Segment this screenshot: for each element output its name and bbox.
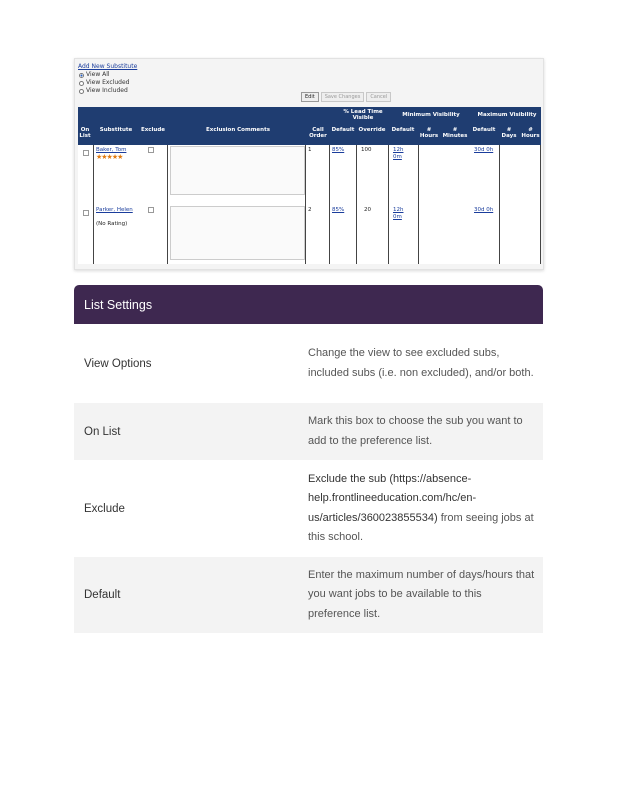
save-changes-button[interactable]: Save Changes xyxy=(321,92,365,102)
list-settings-title: List Settings xyxy=(74,285,543,324)
view-excluded-radio[interactable]: View Excluded xyxy=(79,79,129,87)
exclude-checkbox[interactable] xyxy=(148,147,154,153)
preference-list-screenshot xyxy=(74,58,544,270)
setting-description: Mark this box to choose the sub you want to add to the preference list. xyxy=(308,415,523,447)
max-default-link[interactable]: 30d 0h xyxy=(474,207,494,213)
view-included-radio[interactable]: View Included xyxy=(79,87,129,95)
on-list-checkbox[interactable] xyxy=(83,210,89,216)
lead-default-link[interactable]: 85% xyxy=(332,207,345,213)
radio-icon xyxy=(79,81,84,86)
col-min-minutes: # Minutes xyxy=(442,127,468,139)
exclusion-comment-textarea[interactable] xyxy=(170,206,305,260)
grid-divider xyxy=(329,145,330,264)
settings-row-exclude xyxy=(74,460,543,557)
lead-default-link[interactable]: 85% xyxy=(332,147,345,153)
setting-label: Default xyxy=(84,589,121,601)
substitute-name-link[interactable]: Parker, Helen xyxy=(96,207,133,213)
settings-row-view-options xyxy=(74,324,543,403)
grid-divider xyxy=(499,145,500,264)
view-options-group xyxy=(79,71,129,95)
max-default-link[interactable]: 30d 0h xyxy=(474,147,494,153)
col-call-order: Call Order xyxy=(309,127,327,139)
grid-divider xyxy=(167,145,168,264)
exclude-help-link[interactable]: Exclude the sub (https://absence-help.frontlineeducation.com/hc/en-us/articles/360023855534) xyxy=(308,472,477,524)
rating-text: (No Rating) xyxy=(96,221,128,227)
setting-description: Enter the maximum number of days/hours that you want jobs to be available to this preference list. xyxy=(308,568,535,620)
min-visibility-group-header: Minimum Visibility xyxy=(402,112,460,118)
lead-time-group-header: % Lead Time Visible xyxy=(343,109,383,121)
col-min-hours: # Hours xyxy=(419,127,439,139)
col-exclude: Exclude xyxy=(140,127,166,133)
exclusion-comment-textarea[interactable] xyxy=(170,146,305,195)
col-min-default: Default xyxy=(391,127,415,133)
setting-label: View Options xyxy=(84,357,152,370)
override-value[interactable]: 100 xyxy=(361,147,372,153)
rating-stars: ★★★★★ xyxy=(96,153,123,161)
col-max-hours: # Hours xyxy=(521,127,540,139)
edit-button[interactable]: Edit xyxy=(301,92,319,102)
grid-divider xyxy=(93,145,94,264)
substitute-name-link[interactable]: Baker, Tom xyxy=(96,147,127,153)
col-override: Override xyxy=(358,127,386,133)
setting-label: Exclude xyxy=(84,502,125,515)
exclude-checkbox[interactable] xyxy=(148,207,154,213)
setting-label: On List xyxy=(84,425,121,438)
setting-description: Change the view to see excluded subs, included subs (i.e. non excluded), and/or both. xyxy=(308,347,534,379)
col-on-list: On List xyxy=(79,127,91,139)
col-max-default: Default xyxy=(472,127,496,133)
view-all-radio[interactable]: View All xyxy=(79,71,129,79)
substitute-grid xyxy=(78,107,541,264)
min-default-link[interactable]: 12h xyxy=(393,207,404,213)
grid-divider xyxy=(356,145,357,264)
col-lead-default: Default xyxy=(331,127,355,133)
col-substitute: Substitute xyxy=(99,127,133,133)
col-max-days: # Days xyxy=(501,127,517,139)
col-exclusion-comments: Exclusion Comments xyxy=(206,127,270,133)
radio-selected-icon xyxy=(79,73,84,78)
settings-row-default xyxy=(74,557,543,633)
action-buttons xyxy=(301,92,391,102)
grid-divider xyxy=(388,145,389,264)
radio-icon xyxy=(79,89,84,94)
max-visibility-group-header: Maximum Visibility xyxy=(477,112,537,118)
call-order-value: 2 xyxy=(308,207,312,213)
grid-divider xyxy=(418,145,419,264)
settings-row-on-list xyxy=(74,403,543,460)
min-default-link[interactable]: 12h xyxy=(393,147,404,153)
on-list-checkbox[interactable] xyxy=(83,150,89,156)
min-default-link[interactable]: 0m xyxy=(393,154,402,160)
list-settings-table xyxy=(74,285,543,633)
override-value[interactable]: 20 xyxy=(364,207,371,213)
grid-header xyxy=(78,107,541,145)
min-default-link[interactable]: 0m xyxy=(393,214,402,220)
call-order-value: 1 xyxy=(308,147,312,153)
grid-divider xyxy=(540,145,541,264)
cancel-button[interactable]: Cancel xyxy=(366,92,391,102)
setting-description: Exclude the sub (https://absence-help.frontlineeducation.com/hc/en-us/articles/360023855534) from seeing jobs at this school. xyxy=(308,472,534,543)
grid-divider xyxy=(305,145,306,264)
add-new-substitute-link[interactable]: Add New Substitute xyxy=(78,63,138,70)
